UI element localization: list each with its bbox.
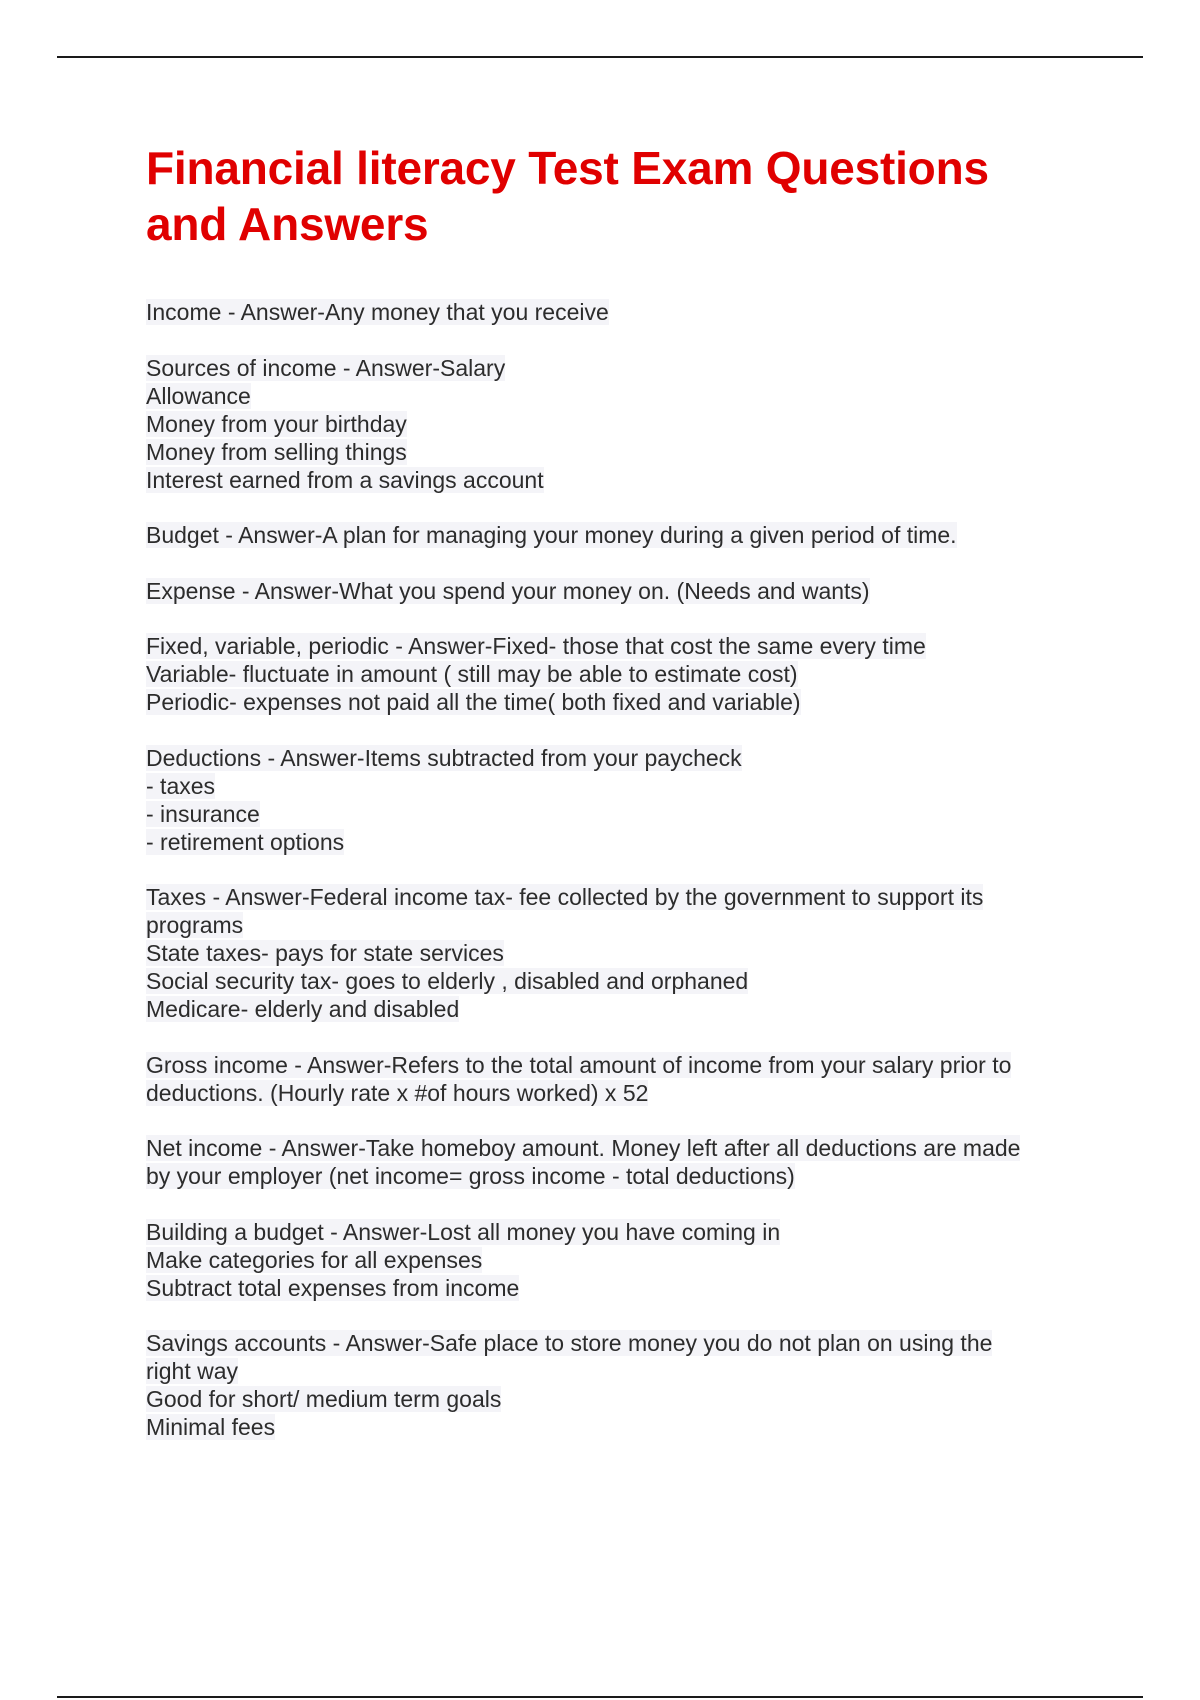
entry-line: Money from selling things (146, 438, 407, 465)
entry-line: Sources of income - Answer-Salary (146, 354, 506, 381)
qa-entry-budget (146, 521, 1086, 549)
entry-line: - retirement options (146, 828, 345, 855)
entry-line: Social security tax- goes to elderly , disabled and orphaned (146, 968, 749, 994)
entry-line: Savings accounts - Answer-Safe place to store money you do not plan on using the (146, 1330, 993, 1356)
entry-line: - taxes (146, 772, 216, 799)
entry-line: Deductions - Answer-Items subtracted from your paycheck (146, 744, 742, 771)
entry-line: right way (146, 1358, 239, 1384)
entry-line: by your employer (net income= gross income - total deductions) (146, 1163, 795, 1189)
entry-line: Fixed, variable, periodic - Answer-Fixed- those that cost the same every time (146, 633, 926, 659)
entry-line: Gross income - Answer-Refers to the total amount of income from your salary prior to (146, 1051, 1012, 1078)
entry-line: Variable- fluctuate in amount ( still may be able to estimate cost) (146, 661, 798, 687)
qa-entry-gross-income (146, 1051, 1086, 1107)
qa-entry-taxes (146, 883, 1086, 1023)
entry-line: Taxes - Answer-Federal income tax- fee collected by the government to support its (146, 884, 984, 910)
entry-line: Allowance (146, 382, 251, 409)
qa-entry-net-income (146, 1134, 1086, 1190)
entry-line: Building a budget - Answer-Lost all money you have coming in (146, 1218, 781, 1245)
entry-line: State taxes- pays for state services (146, 940, 504, 966)
document-title (146, 140, 1086, 252)
entry-line: Budget - Answer-A plan for managing your money during a given period of time. (146, 522, 957, 548)
entry-line: Periodic- expenses not paid all the time( both fixed and variable) (146, 689, 801, 715)
entry-line: Medicare- elderly and disabled (146, 996, 460, 1022)
qa-entry-income (146, 298, 1086, 326)
qa-entry-deductions (146, 744, 1086, 856)
qa-entry-savings-accounts (146, 1329, 1086, 1441)
entry-line: deductions. (Hourly rate x #of hours worked) x 52 (146, 1079, 649, 1106)
entry-line: - insurance (146, 800, 260, 827)
entry-line: Net income - Answer-Take homeboy amount. Money left after all deductions are made (146, 1135, 1021, 1161)
entry-line: Good for short/ medium term goals (146, 1386, 502, 1412)
page-top-rule (57, 56, 1143, 58)
entry-line: Subtract total expenses from income (146, 1274, 520, 1301)
entry-line: Make categories for all expenses (146, 1246, 483, 1273)
qa-entry-expense (146, 577, 1086, 605)
qa-entry-sources-of-income (146, 354, 1086, 494)
document-body (146, 140, 1086, 1469)
entry-line: Interest earned from a savings account (146, 466, 544, 493)
entry-line: programs (146, 912, 244, 938)
title-line-1: Financial literacy Test Exam Questions (146, 142, 989, 194)
title-line-2: and Answers (146, 198, 429, 250)
qa-entries (146, 298, 1086, 1441)
qa-entry-building-a-budget (146, 1218, 1086, 1302)
page-bottom-rule (57, 1696, 1143, 1698)
qa-entry-fixed-variable-periodic (146, 632, 1086, 716)
entry-line: Minimal fees (146, 1414, 276, 1440)
entry-line: Expense - Answer-What you spend your money on. (Needs and wants) (146, 577, 870, 604)
entry-line: Income - Answer-Any money that you receive (146, 299, 609, 325)
entry-line: Money from your birthday (146, 410, 407, 437)
